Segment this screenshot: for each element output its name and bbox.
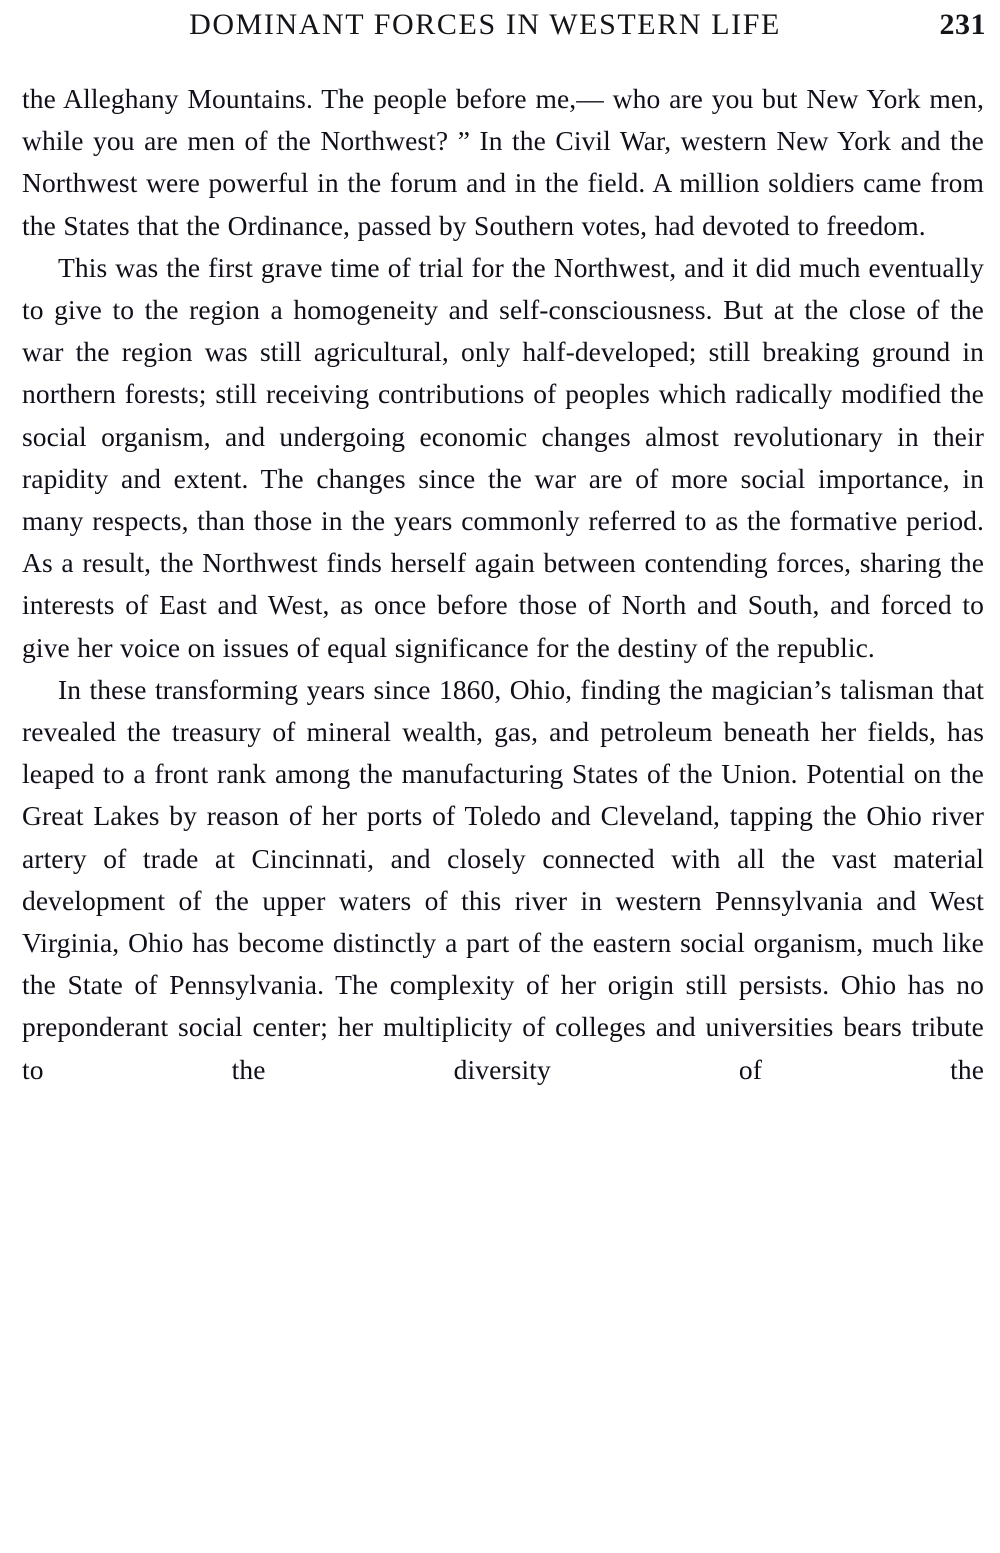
- running-head-title: DOMINANT FORCES IN WESTERN LIFE: [189, 8, 781, 41]
- paragraph-1: the Alleghany Mountains. The people before me,— who are you but New York men, while you are men of the Northwest? ” In the Civil War, western New York and the Northwest were powerful in the forum and in the field. A million soldiers came from the States that the Ordinance, passed by Southern votes, had devoted to freedom.: [22, 83, 984, 241]
- page-number: 231: [939, 8, 986, 41]
- paragraph-3: In these transforming years since 1860, Ohio, finding the magician’s talisman that revealed the treasury of mineral wealth, gas, and petroleum beneath her fields, has leaped to a front rank among the manufacturing States of the Union. Potential on the Great Lakes by reason of her ports of Toledo and Cleveland, tapping the Ohio river artery of trade at Cincinnati, and closely connected with all the vast material development of the upper waters of this river in western Pennsylvania and West Virginia, Ohio has become distinctly a part of the eastern social organism, much like the State of Pennsylvania. The complexity of her origin still persists. Ohio has no preponderant social center; her multiplicity of colleges and universities bears tribute to the diversity of the: [22, 673, 984, 1085]
- paragraph-2: This was the first grave time of trial for the Northwest, and it did much eventually to give to the region a homogeneity and self-consciousness. But at the close of the war the region was still agricultural, only half-developed; still breaking ground in northern forests; still receiving contributions of peoples which radically modified the social organism, and undergoing economic changes almost revolutionary in their rapidity and extent. The changes since the war are of more social importance, in many respects, than those in the years commonly referred to as the formative period. As a result, the Northwest finds herself again between contending forces, sharing the interests of East and West, as once before those of North and South, and forced to give her voice on issues of equal significance for the destiny of the republic.: [22, 251, 984, 663]
- running-head: [0, 8, 1000, 52]
- body-text: [22, 78, 984, 1133]
